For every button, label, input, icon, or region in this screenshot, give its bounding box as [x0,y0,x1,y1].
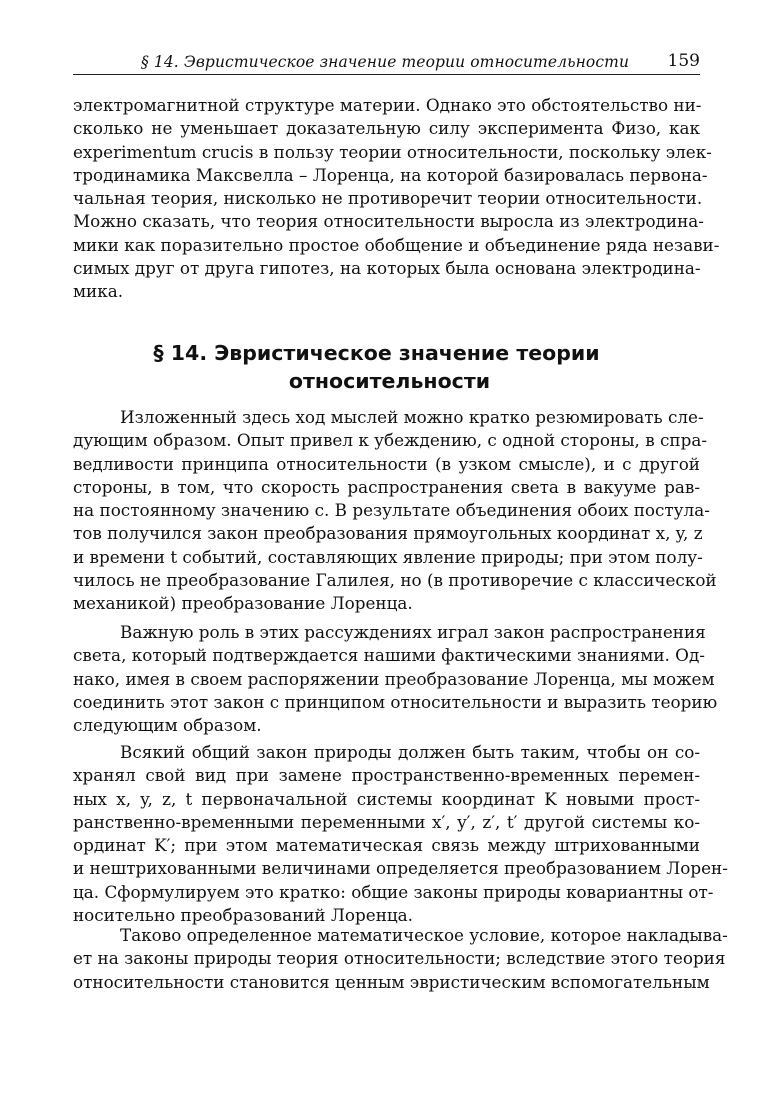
paragraph [73,741,728,927]
text-line: сколько не уменьшает доказательную силу эксперимента Физо, как [73,118,700,139]
paragraph [73,621,718,737]
text-line: нако, имея в своем распоряжении преобразование Лоренца, мы можем [73,668,715,689]
text-line: Изложенный здесь ход мыслей можно кратко резюмировать сле- [120,407,704,427]
paragraph [73,924,728,994]
text-line: электромагнитной структуре материи. Однако это обстоятельство ни- [73,95,702,115]
text-line: и нештрихованными величинами определяется преобразованием Лорен- [73,858,728,879]
paragraph-continued [73,94,720,304]
text-line: механикой) преобразование Лоренца. [73,593,413,614]
text-line: света, который подтверждается нашими фактическими знаниями. Од- [73,645,705,666]
text-line: ординат K′; при этом математическая связь между штрихованными [73,835,700,856]
running-head-title: § 14. Эвристическое значение теории относительности [141,53,630,71]
page-number: 159 [667,51,700,71]
text-line: мика. [73,281,124,302]
running-head [73,50,700,75]
text-line: ранственно-временными переменными x′, y′, z′, t′ другой системы ко- [73,811,700,832]
text-line: тродинамика Максвелла – Лоренца, на которой базировалась первона- [73,164,708,185]
text-line: хранял свой вид при замене пространственно-временных перемен- [73,765,700,786]
text-line: experimentum crucis в пользу теории относительности, поскольку элек- [73,141,712,162]
text-line: Важную роль в этих рассуждениях играл закон распространения [120,622,706,642]
text-line: чилось не преобразование Галилея, но (в противоречие с классической [73,570,717,591]
text-line: относительности становится ценным эвристическим вспомогательным [73,971,710,992]
text-line: ведливости принципа относительности (в узком смысле), и с другой [73,453,700,474]
section-heading [73,339,700,395]
text-line: чальная теория, нисколько не противоречит теории относительности. [73,188,703,209]
text-line: симых друг от друга гипотез, на которых была основана электродина- [73,258,701,279]
text-line: ца. Сформулируем это кратко: общие законы природы ковариантны от- [73,881,714,902]
text-line: дующим образом. Опыт привел к убеждению, с одной стороны, в спра- [73,430,708,451]
section-heading-line: § 14. Эвристическое значение теории [153,341,600,365]
text-line: следующим образом. [73,715,262,736]
text-line: на постоянному значению c. В результате объединения обоих постула- [73,500,710,521]
text-line: мики как поразительно простое обобщение и объединение ряда незави- [73,234,720,255]
text-line: соединить этот закон с принципом относительности и выразить теорию [73,691,718,712]
section-heading-line: относительности [288,369,491,393]
text-line: Всякий общий закон природы должен быть таким, чтобы он со- [120,742,700,762]
text-line: ет на законы природы теория относительности; вследствие этого теория [73,948,726,969]
paragraph [73,406,717,616]
text-line: тов получился закон преобразования прямоугольных координат x, y, z [73,523,703,544]
text-line: ных x, y, z, t первоначальной системы координат K новыми прост- [73,788,700,809]
text-line: стороны, в том, что скорость распространения света в вакууме рав- [73,476,700,497]
text-line: Можно сказать, что теория относительности выросла из электродина- [73,211,704,232]
text-line: и времени t событий, составляющих явление природы; при этом полу- [73,546,703,567]
text-line: носительно преобразований Лоренца. [73,905,414,926]
text-line: Таково определенное математическое условие, которое накладыва- [120,925,728,945]
